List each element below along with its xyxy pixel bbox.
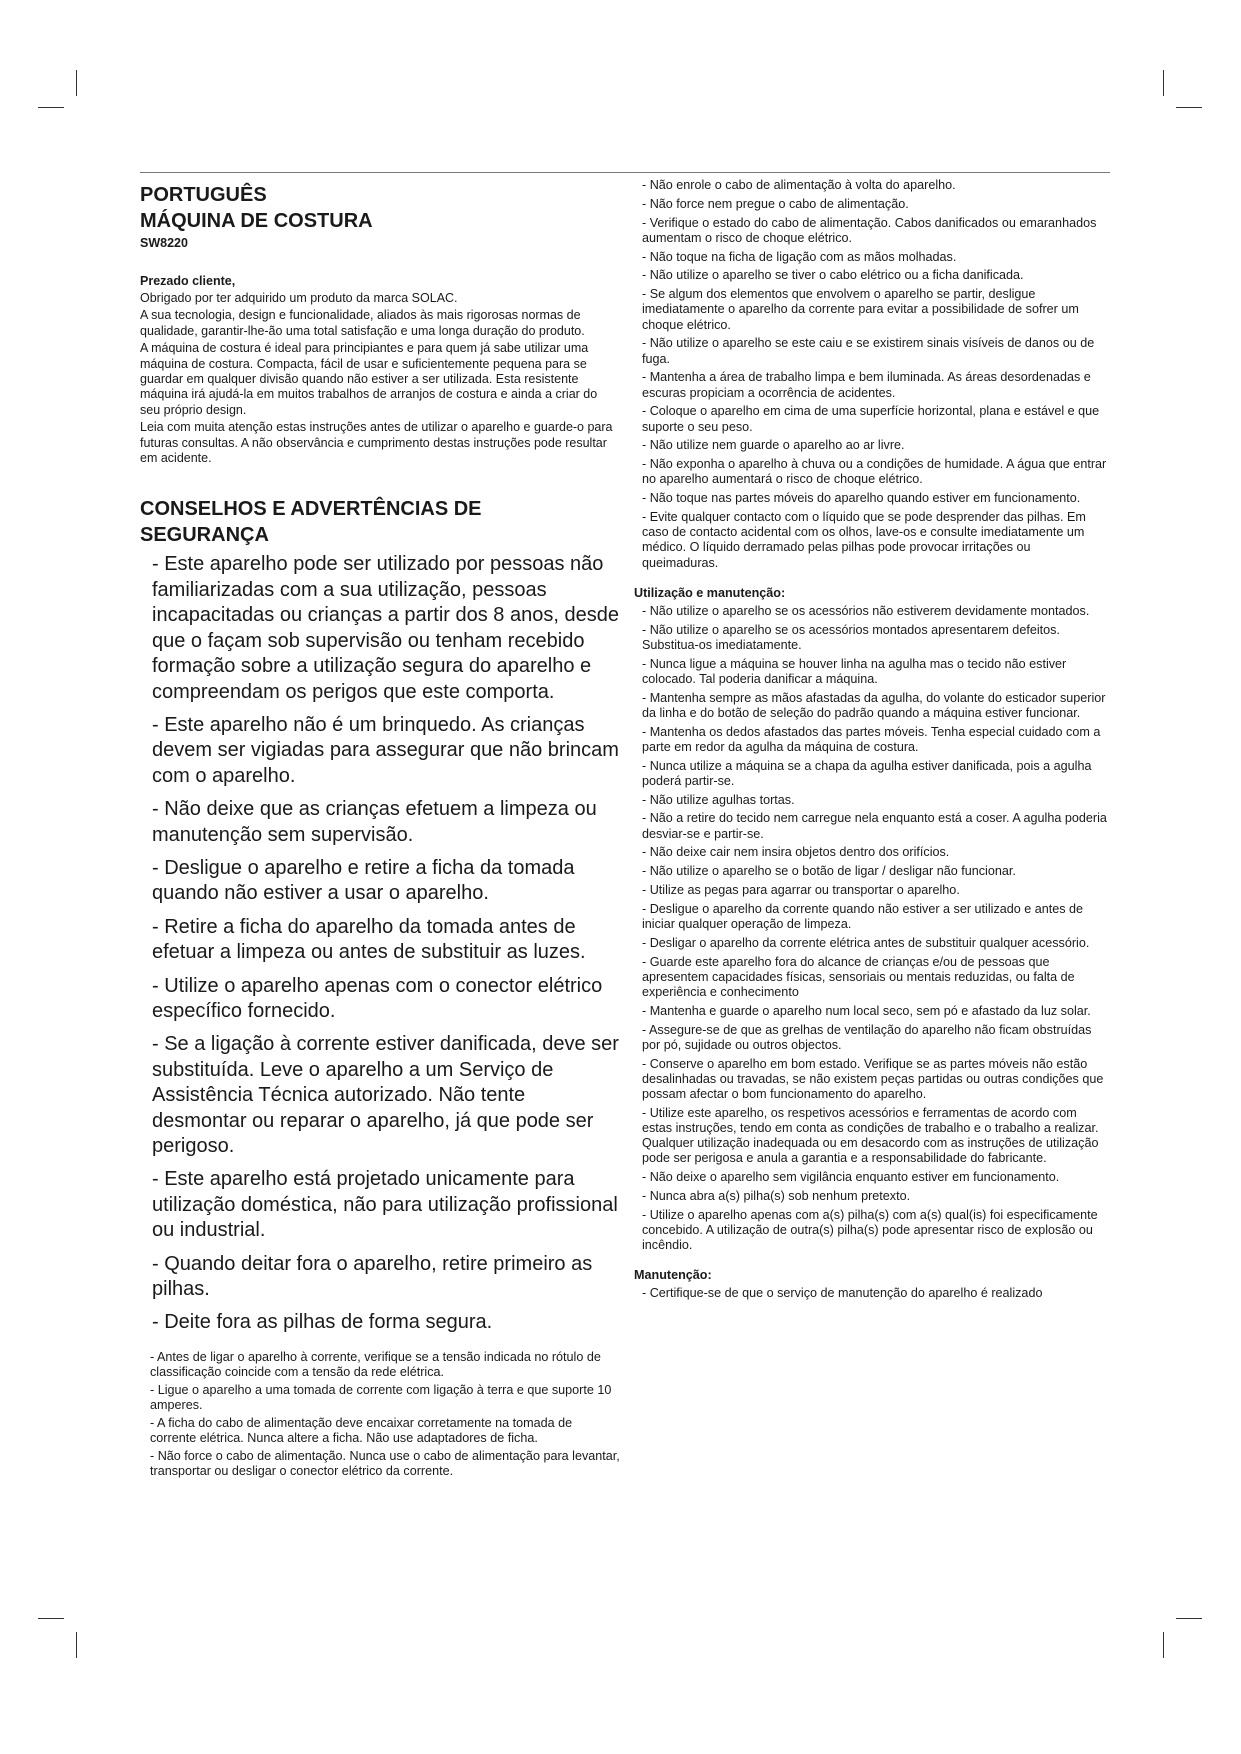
maintenance-heading: Manutenção: <box>634 1268 712 1283</box>
list-item: - Mantenha os dedos afastados das partes móveis. Tenha especial cuidado com a parte em redor da agulha da máquina de costura. <box>642 724 1101 754</box>
list-item: - Ligue o aparelho a uma tomada de corrente com ligação à terra e que suporte 10 amperes. <box>150 1382 612 1412</box>
list-item: - Não utilize o aparelho se o botão de ligar / desligar não funcionar. <box>642 864 1016 879</box>
list-item: - Não exponha o aparelho à chuva ou a condições de humidade. A água que entrar no aparelho aumentará o risco de choque elétrico. <box>642 457 1107 487</box>
list-item: - Coloque o aparelho em cima de uma superfície horizontal, plana e estável e que suporte o seu peso. <box>642 404 1100 434</box>
safety-list-large <box>140 552 620 1335</box>
intro-paragraph: Leia com muita atenção estas instruções antes de utilizar o aparelho e guarde-o para futuras consultas. A não observância e cumprimento destas instruções pode resultar em acidente. <box>140 420 613 466</box>
usage-heading: Utilização e manutenção: <box>634 585 786 600</box>
product-title: MÁQUINA DE COSTURA <box>140 210 373 232</box>
list-item: - Desligar o aparelho da corrente elétrica antes de substituir qualquer acessório. <box>642 935 1090 950</box>
list-item: - Nunca ligue a máquina se houver linha na agulha mas o tecido não estiver colocado. Tal poderia danificar a máquina. <box>642 656 1067 686</box>
safety-heading: CONSELHOS E ADVERTÊNCIAS DE SEGURANÇA <box>140 498 482 547</box>
list-item: - Mantenha e guarde o aparelho num local seco, sem pó e afastado da luz solar. <box>642 1003 1091 1018</box>
list-item: - Se a ligação à corrente estiver danificada, deve ser substituída. Leve o aparelho a um Serviço de Assistência Técnica autorizado. Não tente desmontar ou reparar o aparelho, já que pode ser perigoso. <box>152 1033 619 1157</box>
language-heading: PORTUGUÊS <box>140 184 267 206</box>
list-item: - Não deixe cair nem insira objetos dentro dos orifícios. <box>642 845 950 860</box>
list-item: - Não utilize agulhas tortas. <box>642 792 795 807</box>
list-item: - Verifique o estado do cabo de alimentação. Cabos danificados ou emaranhados aumentam o risco de choque elétrico. <box>642 215 1097 245</box>
list-item: - Nunca abra a(s) pilha(s) sob nenhum pretexto. <box>642 1188 911 1203</box>
list-item: - Não a retire do tecido nem carregue nela enquanto está a coser. A agulha poderia desviar-se e partir-se. <box>642 811 1107 841</box>
list-item: - Não force o cabo de alimentação. Nunca use o cabo de alimentação para levantar, transportar ou desligar o conector elétrico da corrente. <box>150 1448 620 1478</box>
list-item: - Utilize o aparelho apenas com a(s) pilha(s) com a(s) qual(is) foi especificamente concebido. A utilização de outra(s) pilha(s) pode apresentar risco de explosão ou incêndio. <box>642 1207 1098 1253</box>
list-item: - Nunca utilize a máquina se a chapa da agulha estiver danificada, pois a agulha poderá partir-se. <box>642 758 1092 788</box>
list-item: - A ficha do cabo de alimentação deve encaixar corretamente na tomada de corrente elétrica. Nunca altere a ficha. Não use adaptadores de ficha. <box>150 1415 573 1445</box>
list-item: - Desligue o aparelho da corrente quando não estiver a ser utilizado e antes de iniciar qualquer operação de limpeza. <box>642 901 1084 931</box>
safety-list-small <box>140 1350 620 1479</box>
crop-mark <box>38 107 64 108</box>
crop-mark <box>38 1618 64 1619</box>
list-item: - Retire a ficha do aparelho da tomada antes de efetuar a limpeza ou antes de substituir as luzes. <box>152 915 586 964</box>
list-item: - Deite fora as pilhas de forma segura. <box>152 1311 493 1334</box>
list-item: - Não toque nas partes móveis do aparelho quando estiver em funcionamento. <box>642 491 1081 506</box>
crop-mark <box>1176 1618 1202 1619</box>
list-item: - Mantenha sempre as mãos afastadas da agulha, do volante do esticador superior da linha e do botão de seleção do padrão quando a máquina estiver funcionar. <box>642 690 1106 720</box>
list-item: - Não utilize o aparelho se os acessórios montados apresentarem defeitos. Substitua-os imediatamente. <box>642 622 1060 652</box>
list-item: - Assegure-se de que as grelhas de ventilação do aparelho não ficam obstruídas por pó, sujidade ou outros objectos. <box>642 1022 1092 1052</box>
right-column <box>634 178 1110 1305</box>
list-item: - Este aparelho não é um brinquedo. As crianças devem ser vigiadas para assegurar que não brincam com o aparelho. <box>152 713 619 787</box>
list-item: - Utilize este aparelho, os respetivos acessórios e ferramentas de acordo com estas instruções, tendo em conta as condições de trabalho e o trabalho a realizar. Qualquer utilização inadequada ou em desacordo com as instruções de utilização pode ser perigosa e anula a garantia e a responsabilidade do fabricante. <box>642 1105 1099 1166</box>
list-item: - Não utilize o aparelho se tiver o cabo elétrico ou a ficha danificada. <box>642 268 1024 283</box>
header-rule <box>140 172 1110 173</box>
left-column <box>140 178 620 1482</box>
list-item: - Não enrole o cabo de alimentação à volta do aparelho. <box>642 178 956 192</box>
list-item: - Não utilize o aparelho se este caiu e se existirem sinais visíveis de danos ou de fuga. <box>642 336 1095 366</box>
list-item: - Se algum dos elementos que envolvem o aparelho se partir, desligue imediatamente o aparelho da corrente para evitar a possibilidade de sofrer um choque elétrico. <box>642 287 1079 332</box>
list-item: - Antes de ligar o aparelho à corrente, verifique se a tensão indicada no rótulo de classificação coincide com a tensão da rede elétrica. <box>150 1349 601 1379</box>
list-item: - Não utilize o aparelho se os acessórios não estiverem devidamente montados. <box>642 603 1090 618</box>
safety-list-continued <box>634 178 1110 571</box>
greeting: Prezado cliente, <box>140 274 236 288</box>
list-item: - Não utilize nem guarde o aparelho ao ar livre. <box>642 438 905 453</box>
list-item: - Este aparelho pode ser utilizado por pessoas não familiarizadas com a sua utilização, pessoas incapacitadas ou crianças a partir dos 8 anos, desde que o façam sob supervisão ou tenham recebido formação sobre a utilização segura do aparelho e compreendam os perigos que este comporta. <box>152 553 619 703</box>
usage-list <box>634 604 1110 1254</box>
list-item: - Quando deitar fora o aparelho, retire primeiro as pilhas. <box>152 1252 593 1301</box>
list-item: - Desligue o aparelho e retire a ficha da tomada quando não estiver a usar o aparelho. <box>152 856 575 905</box>
list-item: - Conserve o aparelho em bom estado. Verifique se as partes móveis não estão desalinhadas ou travadas, se não existem peças partidas ou outras condições que possam afectar o bom funcionamento do aparelho. <box>642 1056 1104 1101</box>
intro-paragraph: A máquina de costura é ideal para principiantes e para quem já sabe utilizar uma máquina de costura. Compacta, fácil de usar e suficientemente pequena para se guardar em qualquer divisão quando não estiver a ser utilizada. Esta resistente máquina irá ajudá-la em muitos trabalhos de arranjos de costura e ainda a criar do seu próprio design. <box>140 341 598 417</box>
maintenance-list <box>634 1286 1110 1301</box>
list-item: - Este aparelho está projetado unicamente para utilização doméstica, não para utilização profissional ou industrial. <box>152 1168 618 1242</box>
intro-paragraph: Obrigado por ter adquirido um produto da marca SOLAC. <box>140 291 458 305</box>
list-item: - Não toque na ficha de ligação com as mãos molhadas. <box>642 249 957 264</box>
list-item: - Não force nem pregue o cabo de alimentação. <box>642 196 909 211</box>
list-item: - Certifique-se de que o serviço de manutenção do aparelho é realizado <box>642 1286 1043 1301</box>
crop-mark <box>76 1632 77 1658</box>
crop-mark <box>1163 1632 1164 1658</box>
list-item: - Não deixe que as crianças efetuem a limpeza ou manutenção sem supervisão. <box>152 798 597 846</box>
list-item: - Utilize as pegas para agarrar ou transportar o aparelho. <box>642 882 960 897</box>
list-item: - Evite qualquer contacto com o líquido que se pode desprender das pilhas. Em caso de contacto acidental com os olhos, lave-os e consulte imediatamente um médico. O líquido derramado pelas pilhas pode provocar irritações ou queimaduras. <box>642 509 1086 570</box>
list-item: - Utilize o aparelho apenas com o conector elétrico específico fornecido. <box>152 974 603 1022</box>
model-number: SW8220 <box>140 236 188 250</box>
list-item: - Guarde este aparelho fora do alcance de crianças e/ou de pessoas que apresentem capacidades físicas, sensoriais ou mentais reduzidas, ou falta de experiência e conhecimento <box>642 954 1075 999</box>
crop-mark <box>1163 70 1164 96</box>
crop-mark <box>76 70 77 96</box>
intro-paragraph: A sua tecnologia, design e funcionalidade, aliados às mais rigorosas normas de qualidade, garantir-lhe-ão uma total satisfação e uma longa duração do produto. <box>140 308 585 338</box>
crop-mark <box>1176 107 1202 108</box>
list-item: - Não deixe o aparelho sem vigilância enquanto estiver em funcionamento. <box>642 1170 1060 1185</box>
list-item: - Mantenha a área de trabalho limpa e bem iluminada. As áreas desordenadas e escuras propiciam a ocorrência de acidentes. <box>642 370 1091 400</box>
